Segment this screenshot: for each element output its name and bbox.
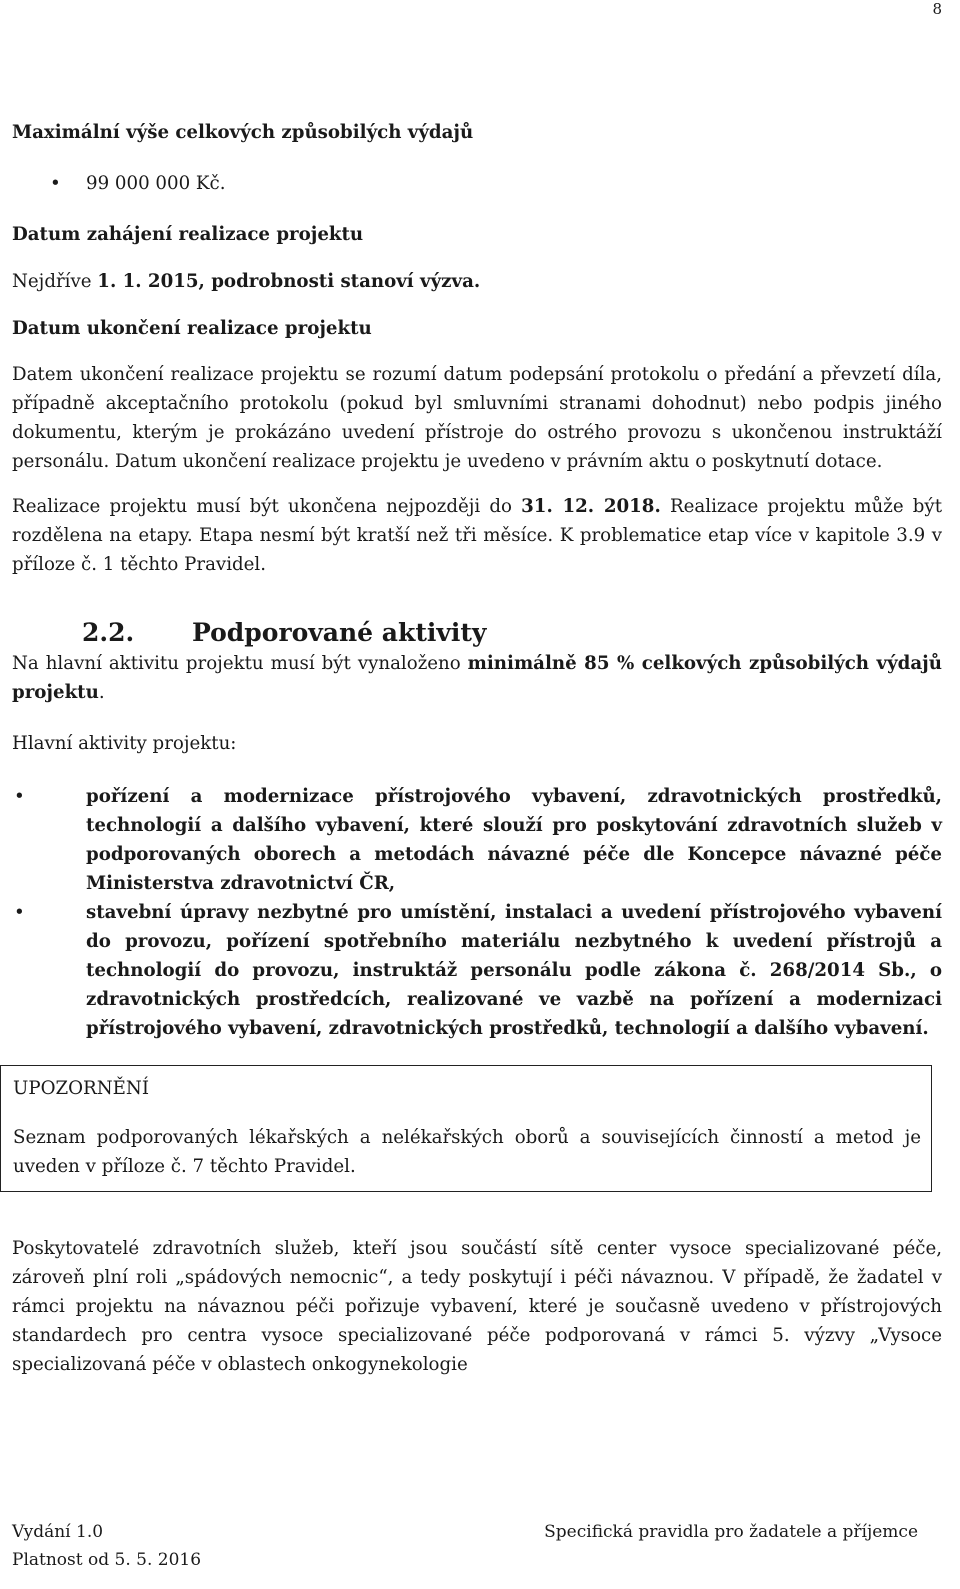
main-activities-heading: Hlavní aktivity projektu: xyxy=(12,733,237,754)
footer-version: Vydání 1.0 xyxy=(12,1522,104,1542)
section-intro-bold: minimálně 85 % celkových způsobilých výdajů projektu xyxy=(12,653,942,703)
activity-item: • stavební úpravy nezbytné pro umístění, instalaci a uvedení přístrojového vybavení do provozu, pořízení spotřebního materiálu nezbytného k uvedení přístrojů a technologií do provozu, instruktáž personálu podle zákona č. 268/2014 Sb., o zdravotnických prostředcích, realizované ve vazbě na pořízení a modernizaci přístrojového vybavení, zdravotnických prostředků, technologií a dalšího vybavení. xyxy=(12,898,942,1043)
activity-item: • pořízení a modernizace přístrojového vybavení, zdravotnických prostředků, technologií a dalšího vybavení, které slouží pro poskytování zdravotních služeb v podporovaných oborech a metodách návazné péče dle Koncepce návazné péče Ministerstva zdravotnictví ČR, xyxy=(12,782,942,898)
closing-paragraph: Poskytovatelé zdravotních služeb, kteří jsou součástí sítě center vysoce specializované péče, zároveň plní roli „spádových nemocnic“, a tedy poskytují i péči návaznou. V případě, že žadatel v rámci projektu na návaznou péči pořizuje vybavení, které je současně uvedeno v přístrojových standardech pro centra vysoce specializované péče podporovaná v rámci 5. výzvy „Vysoce specializovaná péče v oblastech onkogynekologie xyxy=(12,1238,942,1375)
document-body xyxy=(12,118,942,1379)
section-title: Podporované aktivity xyxy=(192,618,487,647)
max-costs-list xyxy=(12,169,942,198)
section-intro-b: . xyxy=(98,682,105,703)
notice-title: UPOZORNĚNÍ xyxy=(13,1078,150,1099)
max-costs-value: • 99 000 000 Kč. xyxy=(12,169,942,198)
start-date-prefix: Nejdříve xyxy=(12,271,98,292)
notice-text: Seznam podporovaných lékařských a nelékařských oborů a souvisejících činností a metod je uveden v příloze č. 7 těchto Pravidel. xyxy=(13,1127,921,1177)
main-activities-list xyxy=(12,782,942,1043)
section-heading xyxy=(12,617,942,649)
notice-box xyxy=(0,1065,932,1192)
end-date-text-a: Realizace projektu musí být ukončena nejpozději do xyxy=(12,496,522,517)
max-costs-heading: Maximální výše celkových způsobilých výdajů xyxy=(12,122,474,143)
end-date-paragraph-1: Datem ukončení realizace projektu se rozumí datum podepsání protokolu o předání a převzetí díla, případně akceptačního protokolu (pokud byl smluvními stranami dohodnut) nebo podpis jiného dokumentu, kterým je prokázáno uvedení přístroje do ostrého provozu s ukončenou instruktáží personálu. Datum ukončení realizace projektu je uvedeno v právním aktu o poskytnutí dotace. xyxy=(12,364,942,472)
end-date-deadline: 31. 12. 2018. xyxy=(521,496,661,517)
section-number: 2.2. xyxy=(82,618,135,647)
start-date-value: 1. 1. 2015, podrobnosti stanoví výzva. xyxy=(97,271,481,292)
page-footer xyxy=(12,1518,946,1574)
end-date-heading: Datum ukončení realizace projektu xyxy=(12,318,372,339)
footer-validity: Platnost od 5. 5. 2016 xyxy=(12,1550,202,1570)
page-number: 8 xyxy=(932,0,942,18)
footer-title: Specifická pravidla pro žadatele a příjemce xyxy=(544,1522,918,1542)
end-date-paragraph-2 xyxy=(12,492,942,579)
section-intro xyxy=(12,649,942,707)
start-date-heading: Datum zahájení realizace projektu xyxy=(12,224,364,245)
section-intro-a: Na hlavní aktivitu projektu musí být vynaloženo xyxy=(12,653,468,674)
end-date-text-b: Realizace projektu může být rozdělena na etapy. Etapa nesmí být kratší než tři měsíce. K problematice etap více v kapitole 3.9 v příloze č. 1 těchto Pravidel. xyxy=(12,496,942,575)
start-date-text xyxy=(12,267,942,296)
